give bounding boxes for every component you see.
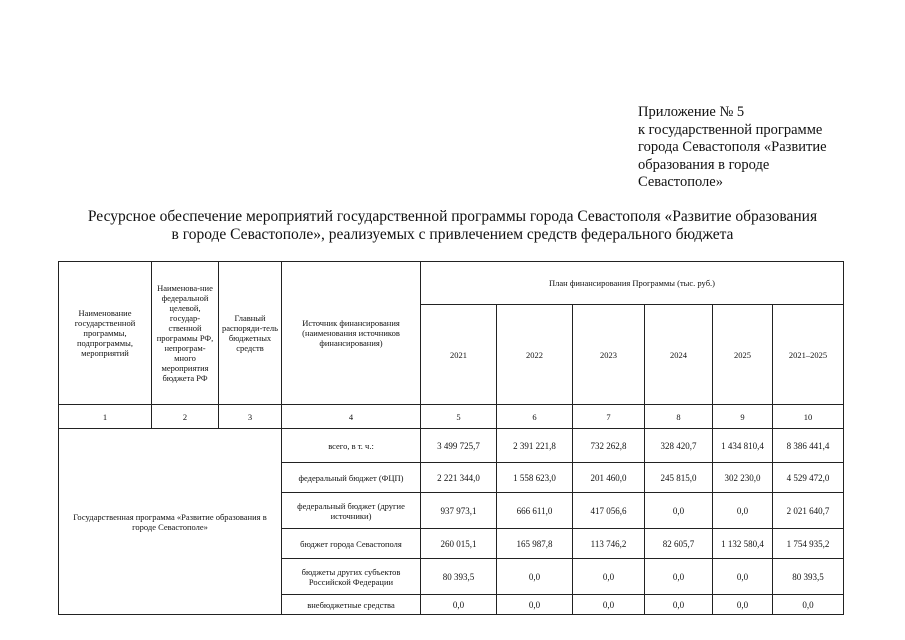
value-cell: 80 393,5	[421, 559, 497, 595]
column-number: 10	[773, 405, 844, 429]
value-cell: 732 262,8	[573, 429, 645, 463]
value-cell: 666 611,0	[497, 493, 573, 529]
header-year: 2024	[645, 305, 713, 405]
value-cell: 165 987,8	[497, 529, 573, 559]
header-year: 2022	[497, 305, 573, 405]
value-cell: 8 386 441,4	[773, 429, 844, 463]
value-cell: 4 529 472,0	[773, 463, 844, 493]
value-cell: 1 558 623,0	[497, 463, 573, 493]
appendix-line: города Севастополя «Развитие	[638, 139, 827, 155]
header-financing-plan: План финансирования Программы (тыс. руб.)	[421, 262, 844, 305]
value-cell: 260 015,1	[421, 529, 497, 559]
document-title	[20, 208, 885, 244]
value-cell: 1 434 810,4	[713, 429, 773, 463]
column-number: 6	[497, 405, 573, 429]
appendix-line: Приложение № 5	[638, 104, 745, 120]
value-cell: 0,0	[773, 595, 844, 615]
appendix-line: образования в городе	[638, 156, 770, 173]
value-cell: 2 221 344,0	[421, 463, 497, 493]
column-number: 9	[713, 405, 773, 429]
header-year: 2021	[421, 305, 497, 405]
value-cell: 0,0	[645, 559, 713, 595]
value-cell: 1 754 935,2	[773, 529, 844, 559]
appendix-header	[638, 104, 888, 192]
header-chief-manager: Главный распоряди-тель бюджетных средств	[219, 262, 282, 405]
column-number: 7	[573, 405, 645, 429]
program-name-cell: Государственная программа «Развитие образования в городе Севастополе»	[59, 429, 282, 615]
value-cell: 0,0	[645, 595, 713, 615]
header-year: 2023	[573, 305, 645, 405]
value-cell: 2 021 640,7	[773, 493, 844, 529]
value-cell: 201 460,0	[573, 463, 645, 493]
funding-source-cell: внебюджетные средства	[282, 595, 421, 615]
value-cell: 0,0	[713, 493, 773, 529]
column-number: 2	[152, 405, 219, 429]
title-line-2: в городе Севастополе», реализуемых с привлечением средств федерального бюджета	[171, 226, 734, 243]
value-cell: 245 815,0	[645, 463, 713, 493]
column-number: 3	[219, 405, 282, 429]
header-federal-program: Наименова-ние федеральной целевой, государ-ственной программы РФ, непрограм-много мероприятия бюджета РФ	[152, 262, 219, 405]
header-funding-source: Источник финансирования (наименования источников финансирования)	[282, 262, 421, 405]
value-cell: 0,0	[573, 559, 645, 595]
table-row	[59, 429, 844, 463]
column-number: 5	[421, 405, 497, 429]
value-cell: 2 391 221,8	[497, 429, 573, 463]
financing-table	[58, 261, 844, 615]
value-cell: 0,0	[421, 595, 497, 615]
appendix-line: к государственной программе	[638, 121, 823, 138]
column-number: 4	[282, 405, 421, 429]
value-cell: 0,0	[713, 595, 773, 615]
column-number: 1	[59, 405, 152, 429]
value-cell: 0,0	[645, 493, 713, 529]
value-cell: 937 973,1	[421, 493, 497, 529]
funding-source-cell: федеральный бюджет (ФЦП)	[282, 463, 421, 493]
value-cell: 0,0	[573, 595, 645, 615]
funding-source-cell: федеральный бюджет (другие источники)	[282, 493, 421, 529]
value-cell: 0,0	[497, 595, 573, 615]
value-cell: 417 056,6	[573, 493, 645, 529]
funding-source-cell: бюджет города Севастополя	[282, 529, 421, 559]
header-year: 2025	[713, 305, 773, 405]
value-cell: 1 132 580,4	[713, 529, 773, 559]
value-cell: 82 605,7	[645, 529, 713, 559]
value-cell: 3 499 725,7	[421, 429, 497, 463]
header-program-name: Наименование государственной программы, подпрограммы, мероприятий	[59, 262, 152, 405]
title-line-1: Ресурсное обеспечение мероприятий государственной программы города Севастополя «Развитие образования	[87, 208, 818, 225]
funding-source-cell: всего, в т. ч.:	[282, 429, 421, 463]
value-cell: 113 746,2	[573, 529, 645, 559]
value-cell: 328 420,7	[645, 429, 713, 463]
value-cell: 0,0	[497, 559, 573, 595]
appendix-line: Севастополе»	[638, 174, 723, 190]
funding-source-cell: бюджеты других субъектов Российской Федерации	[282, 559, 421, 595]
value-cell: 80 393,5	[773, 559, 844, 595]
value-cell: 302 230,0	[713, 463, 773, 493]
header-year-total: 2021–2025	[773, 305, 844, 405]
value-cell: 0,0	[713, 559, 773, 595]
column-number: 8	[645, 405, 713, 429]
